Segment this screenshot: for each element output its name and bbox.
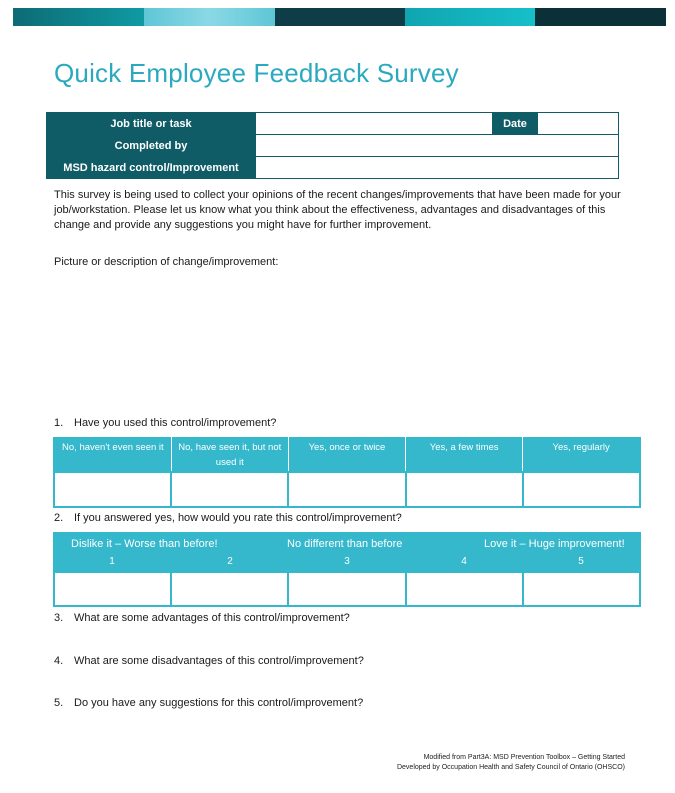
scale-mid-label: No different than before	[287, 538, 403, 550]
question-text: Have you used this control/improvement?	[74, 417, 277, 429]
picture-description-label: Picture or description of change/improvement:	[54, 256, 279, 268]
hazard-control-label: MSD hazard control/Improvement	[47, 157, 256, 179]
option-header: Yes, a few times	[406, 437, 523, 472]
rating-cell[interactable]	[288, 572, 405, 606]
question-4	[54, 655, 364, 667]
hazard-control-field[interactable]	[256, 157, 619, 179]
option-header: Yes, regularly	[523, 437, 640, 472]
header-color-band	[13, 8, 666, 26]
completed-by-label: Completed by	[47, 135, 256, 157]
rating-cell[interactable]	[523, 572, 640, 606]
scale-low-label: Dislike it – Worse than before!	[71, 538, 218, 550]
scale-high-label: Love it – Huge improvement!	[484, 538, 625, 550]
question-text: If you answered yes, how would you rate this control/improvement?	[74, 512, 402, 524]
footer-line-1: Modified from Part3A: MSD Prevention Toolbox – Getting Started	[423, 754, 625, 761]
page-title: Quick Employee Feedback Survey	[54, 58, 459, 88]
scale-number: 4	[461, 556, 467, 567]
scale-number: 1	[109, 556, 115, 567]
question-number: 3.	[54, 612, 64, 624]
question-text: What are some disadvantages of this control/improvement?	[74, 655, 364, 667]
question-number: 4.	[54, 655, 64, 667]
scale-number: 3	[344, 556, 350, 567]
footer-credit	[397, 753, 625, 773]
completed-by-field[interactable]	[256, 135, 619, 157]
rating-cell[interactable]	[54, 572, 171, 606]
question-number: 1.	[54, 417, 64, 429]
question-5	[54, 697, 363, 709]
rating-cell[interactable]	[406, 572, 523, 606]
survey-info-table	[46, 112, 619, 179]
job-title-field[interactable]	[256, 113, 493, 135]
rating-scale-header	[53, 532, 641, 572]
rating-cell[interactable]	[171, 572, 288, 606]
option-header: Yes, once or twice	[288, 437, 405, 472]
response-cell[interactable]	[171, 472, 288, 507]
question-3	[54, 612, 350, 624]
rating-response-table	[53, 571, 641, 607]
response-cell[interactable]	[288, 472, 405, 507]
scale-number: 2	[227, 556, 233, 567]
question-text: What are some advantages of this control/improvement?	[74, 612, 350, 624]
intro-paragraph: This survey is being used to collect your opinions of the recent changes/improvements that have been made for your job/workstation. Please let us know what you think about the effectiveness, advantages and disadvantages of this change and provide any suggestions you might have for further improvement.	[54, 189, 621, 231]
question-1	[54, 417, 276, 429]
response-cell[interactable]	[54, 472, 171, 507]
usage-response-table	[53, 437, 641, 508]
question-2	[54, 512, 402, 524]
option-header: No, haven't even seen it	[54, 437, 171, 472]
response-cell[interactable]	[406, 472, 523, 507]
scale-number: 5	[578, 556, 584, 567]
question-number: 2.	[54, 512, 64, 524]
question-text: Do you have any suggestions for this control/improvement?	[74, 697, 364, 709]
date-label: Date	[493, 113, 538, 135]
option-header: No, have seen it, but not used it	[171, 437, 288, 472]
job-title-label: Job title or task	[47, 113, 256, 135]
question-number: 5.	[54, 697, 64, 709]
response-cell[interactable]	[523, 472, 640, 507]
footer-line-2: Developed by Occupation Health and Safety Council of Ontario (OHSCO)	[396, 764, 625, 771]
date-field[interactable]	[538, 113, 619, 135]
